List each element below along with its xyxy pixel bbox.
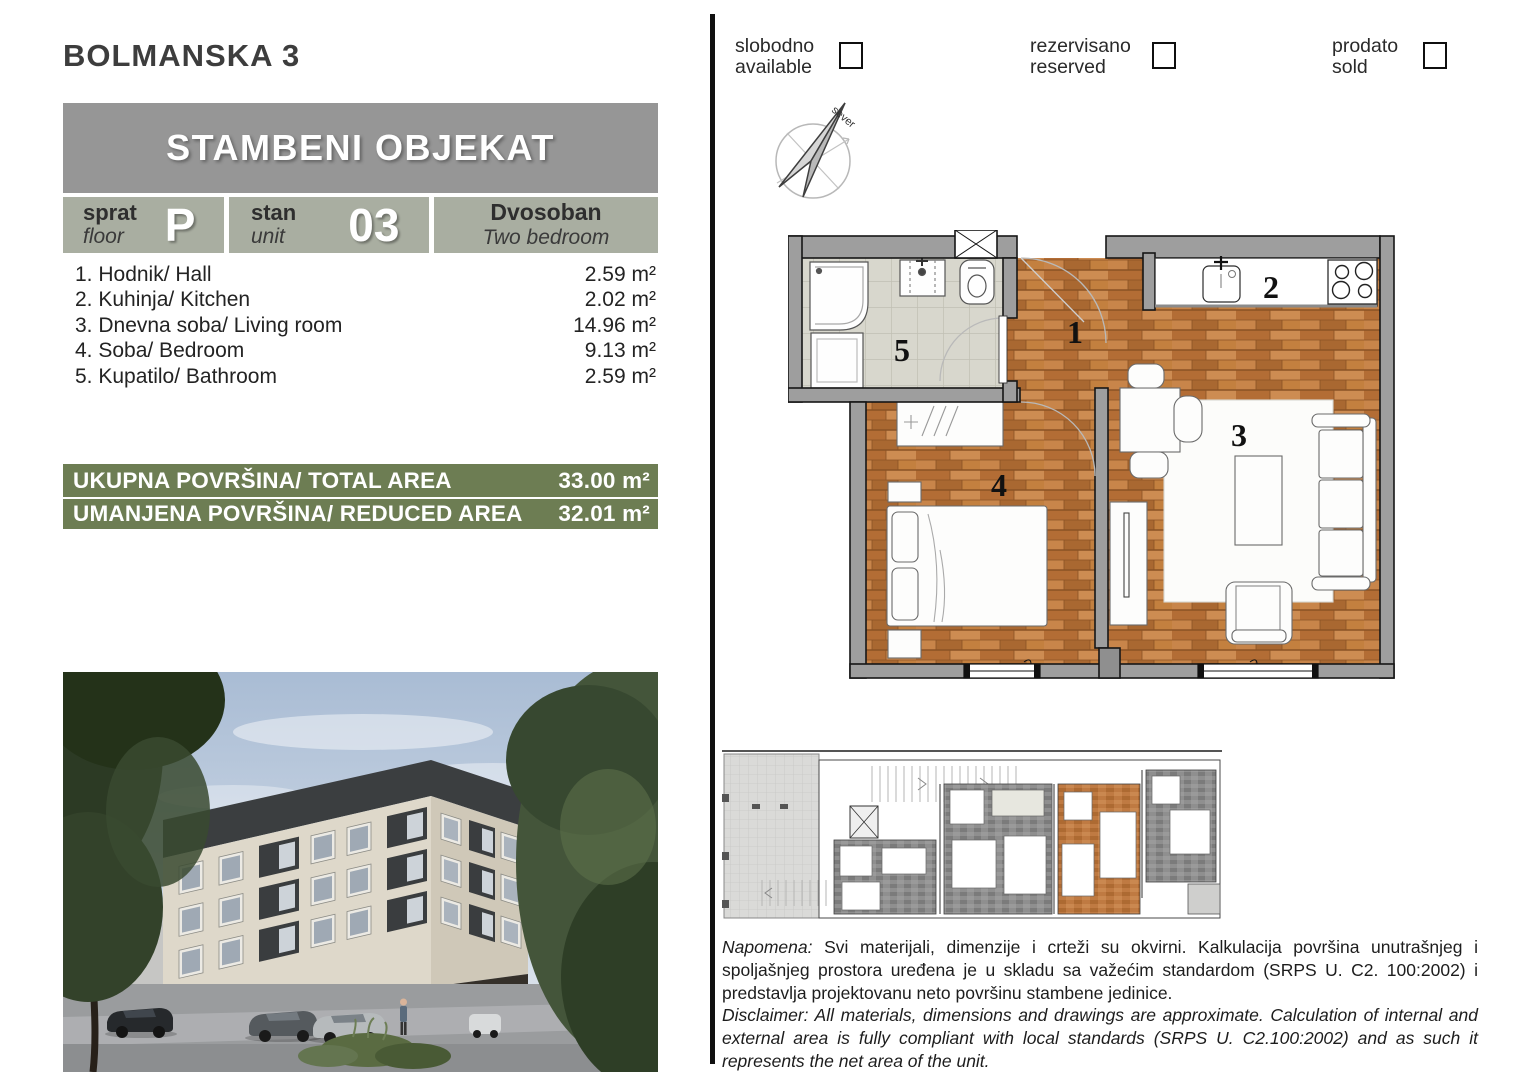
room-area: 9.13 m² — [584, 339, 656, 363]
room-row — [63, 364, 658, 390]
bed — [887, 506, 1047, 626]
page-title: BOLMANSKA 3 — [63, 38, 301, 73]
room-area: 2.59 m² — [584, 364, 656, 388]
total-area-value: 33.00 m² — [558, 467, 650, 493]
nightstand — [888, 630, 921, 658]
nightstand — [888, 482, 921, 502]
room-row — [63, 262, 658, 288]
disclaimer-en — [722, 1004, 1478, 1072]
main-floor-plan — [788, 230, 1410, 692]
room-row — [63, 339, 658, 365]
disclaimer — [722, 936, 1478, 1073]
building-header — [63, 103, 658, 193]
floor-overview-plan — [722, 748, 1222, 924]
room-label-kitchen: 2 — [1263, 269, 1279, 305]
legend-label-sr: prodato — [1332, 35, 1399, 57]
unit-value: 03 — [348, 199, 400, 251]
vertical-divider — [710, 14, 715, 1064]
overview-unit — [944, 784, 1052, 914]
vent-shaft — [955, 230, 997, 258]
disclaimer-sr-text: Svi materijali, dimenzije i crteži su okvirni. Kalkulacija površina unutrašnjeg i spoljašnjeg prostora uređena je u skladu sa važećim standardom (SRPS U. C2. 100:2002) i predstavlja projektovanu neto površinu stambene jedinice. — [722, 937, 1478, 1003]
total-area-label: UKUPNA POVRŠINA/ TOTAL AREA — [73, 467, 452, 493]
overview-unit — [834, 840, 936, 914]
legend-item-sold — [1332, 36, 1447, 78]
legend-item-available — [735, 36, 863, 78]
sofa — [1312, 414, 1376, 590]
type-label-en: Two bedroom — [482, 226, 610, 249]
type-label-sr: Dvosoban — [490, 199, 602, 225]
sink-icon — [900, 256, 945, 296]
reduced-area-value: 32.01 m² — [558, 501, 650, 526]
reserved-checkbox — [1152, 42, 1176, 69]
building-header-label: STAMBENI OBJEKAT — [166, 127, 555, 168]
room-area: 2.59 m² — [584, 262, 656, 286]
disclaimer-en-lead: Disclaimer: — [722, 1005, 809, 1026]
sold-checkbox — [1423, 42, 1447, 69]
legend-item-reserved — [1030, 36, 1176, 78]
overview-balcony — [1188, 884, 1220, 914]
disclaimer-en-text: All materials, dimensions and drawings are approximate. Calculation of internal and external area is fully compliant with local standards (SRPS U. C2.100:2002) and as such it represents the net area of the unit. — [722, 1005, 1478, 1071]
wardrobe — [897, 400, 1003, 446]
unit-label-en: unit — [251, 225, 285, 248]
reduced-area-bar — [63, 499, 658, 529]
car-dark — [105, 1008, 177, 1038]
floor-cell — [63, 197, 224, 253]
room-label-hall: 1 — [1067, 314, 1083, 350]
floor-value: P — [164, 199, 196, 251]
room-list — [63, 262, 658, 390]
reduced-area-label: UMANJENA POVRŠINA/ REDUCED AREA — [73, 501, 523, 526]
overview-unit-highlighted — [1058, 784, 1140, 914]
legend-label-sr: rezervisano — [1030, 35, 1131, 57]
floor-label-en: floor — [83, 225, 124, 248]
washing-machine-icon — [811, 333, 863, 388]
terrace — [724, 754, 819, 918]
room-area: 14.96 m² — [573, 313, 656, 337]
toilet-icon — [960, 260, 994, 304]
room-name: 2. Kuhinja/ Kitchen — [75, 288, 251, 312]
disclaimer-sr — [722, 936, 1478, 1004]
building-photo — [63, 672, 658, 1072]
room-row — [63, 288, 658, 314]
armchair — [1226, 582, 1292, 644]
dining-table — [1120, 388, 1180, 452]
room-name: 5. Kupatilo/ Bathroom — [75, 364, 277, 388]
legend-label-sr: slobodno — [735, 35, 815, 57]
stove-icon — [1328, 260, 1377, 304]
legend-label-en: sold — [1332, 56, 1368, 78]
compass — [765, 95, 865, 210]
room-name: 3. Dnevna soba/ Living room — [75, 313, 343, 337]
dining-chair — [1174, 396, 1202, 442]
compass-north-label: sever — [829, 104, 858, 131]
dining-chair — [1130, 452, 1168, 478]
legend-label-en: reserved — [1030, 56, 1106, 78]
room-name: 4. Soba/ Bedroom — [75, 339, 245, 363]
tv-icon — [1124, 513, 1129, 597]
disclaimer-sr-lead: Napomena: — [722, 937, 813, 957]
room-row — [63, 313, 658, 339]
room-label-bedroom: 4 — [991, 467, 1007, 503]
unit-label-sr: stan — [251, 200, 297, 225]
apartment-type-cell — [434, 197, 658, 253]
bathroom-door-leaf — [999, 316, 1007, 383]
dining-chair — [1128, 364, 1164, 388]
room-name: 1. Hodnik/ Hall — [75, 262, 212, 286]
overview-unit — [1146, 770, 1216, 882]
room-area: 2.02 m² — [584, 288, 656, 312]
elevator — [850, 806, 878, 838]
room-label-bathroom: 5 — [894, 332, 910, 368]
total-area-bar — [63, 464, 658, 497]
unit-cell — [229, 197, 429, 253]
coffee-table — [1235, 456, 1282, 545]
room-label-living: 3 — [1231, 417, 1247, 453]
legend-label-en: available — [735, 56, 812, 78]
available-checkbox — [839, 42, 863, 69]
floor-label-sr: sprat — [83, 200, 137, 225]
